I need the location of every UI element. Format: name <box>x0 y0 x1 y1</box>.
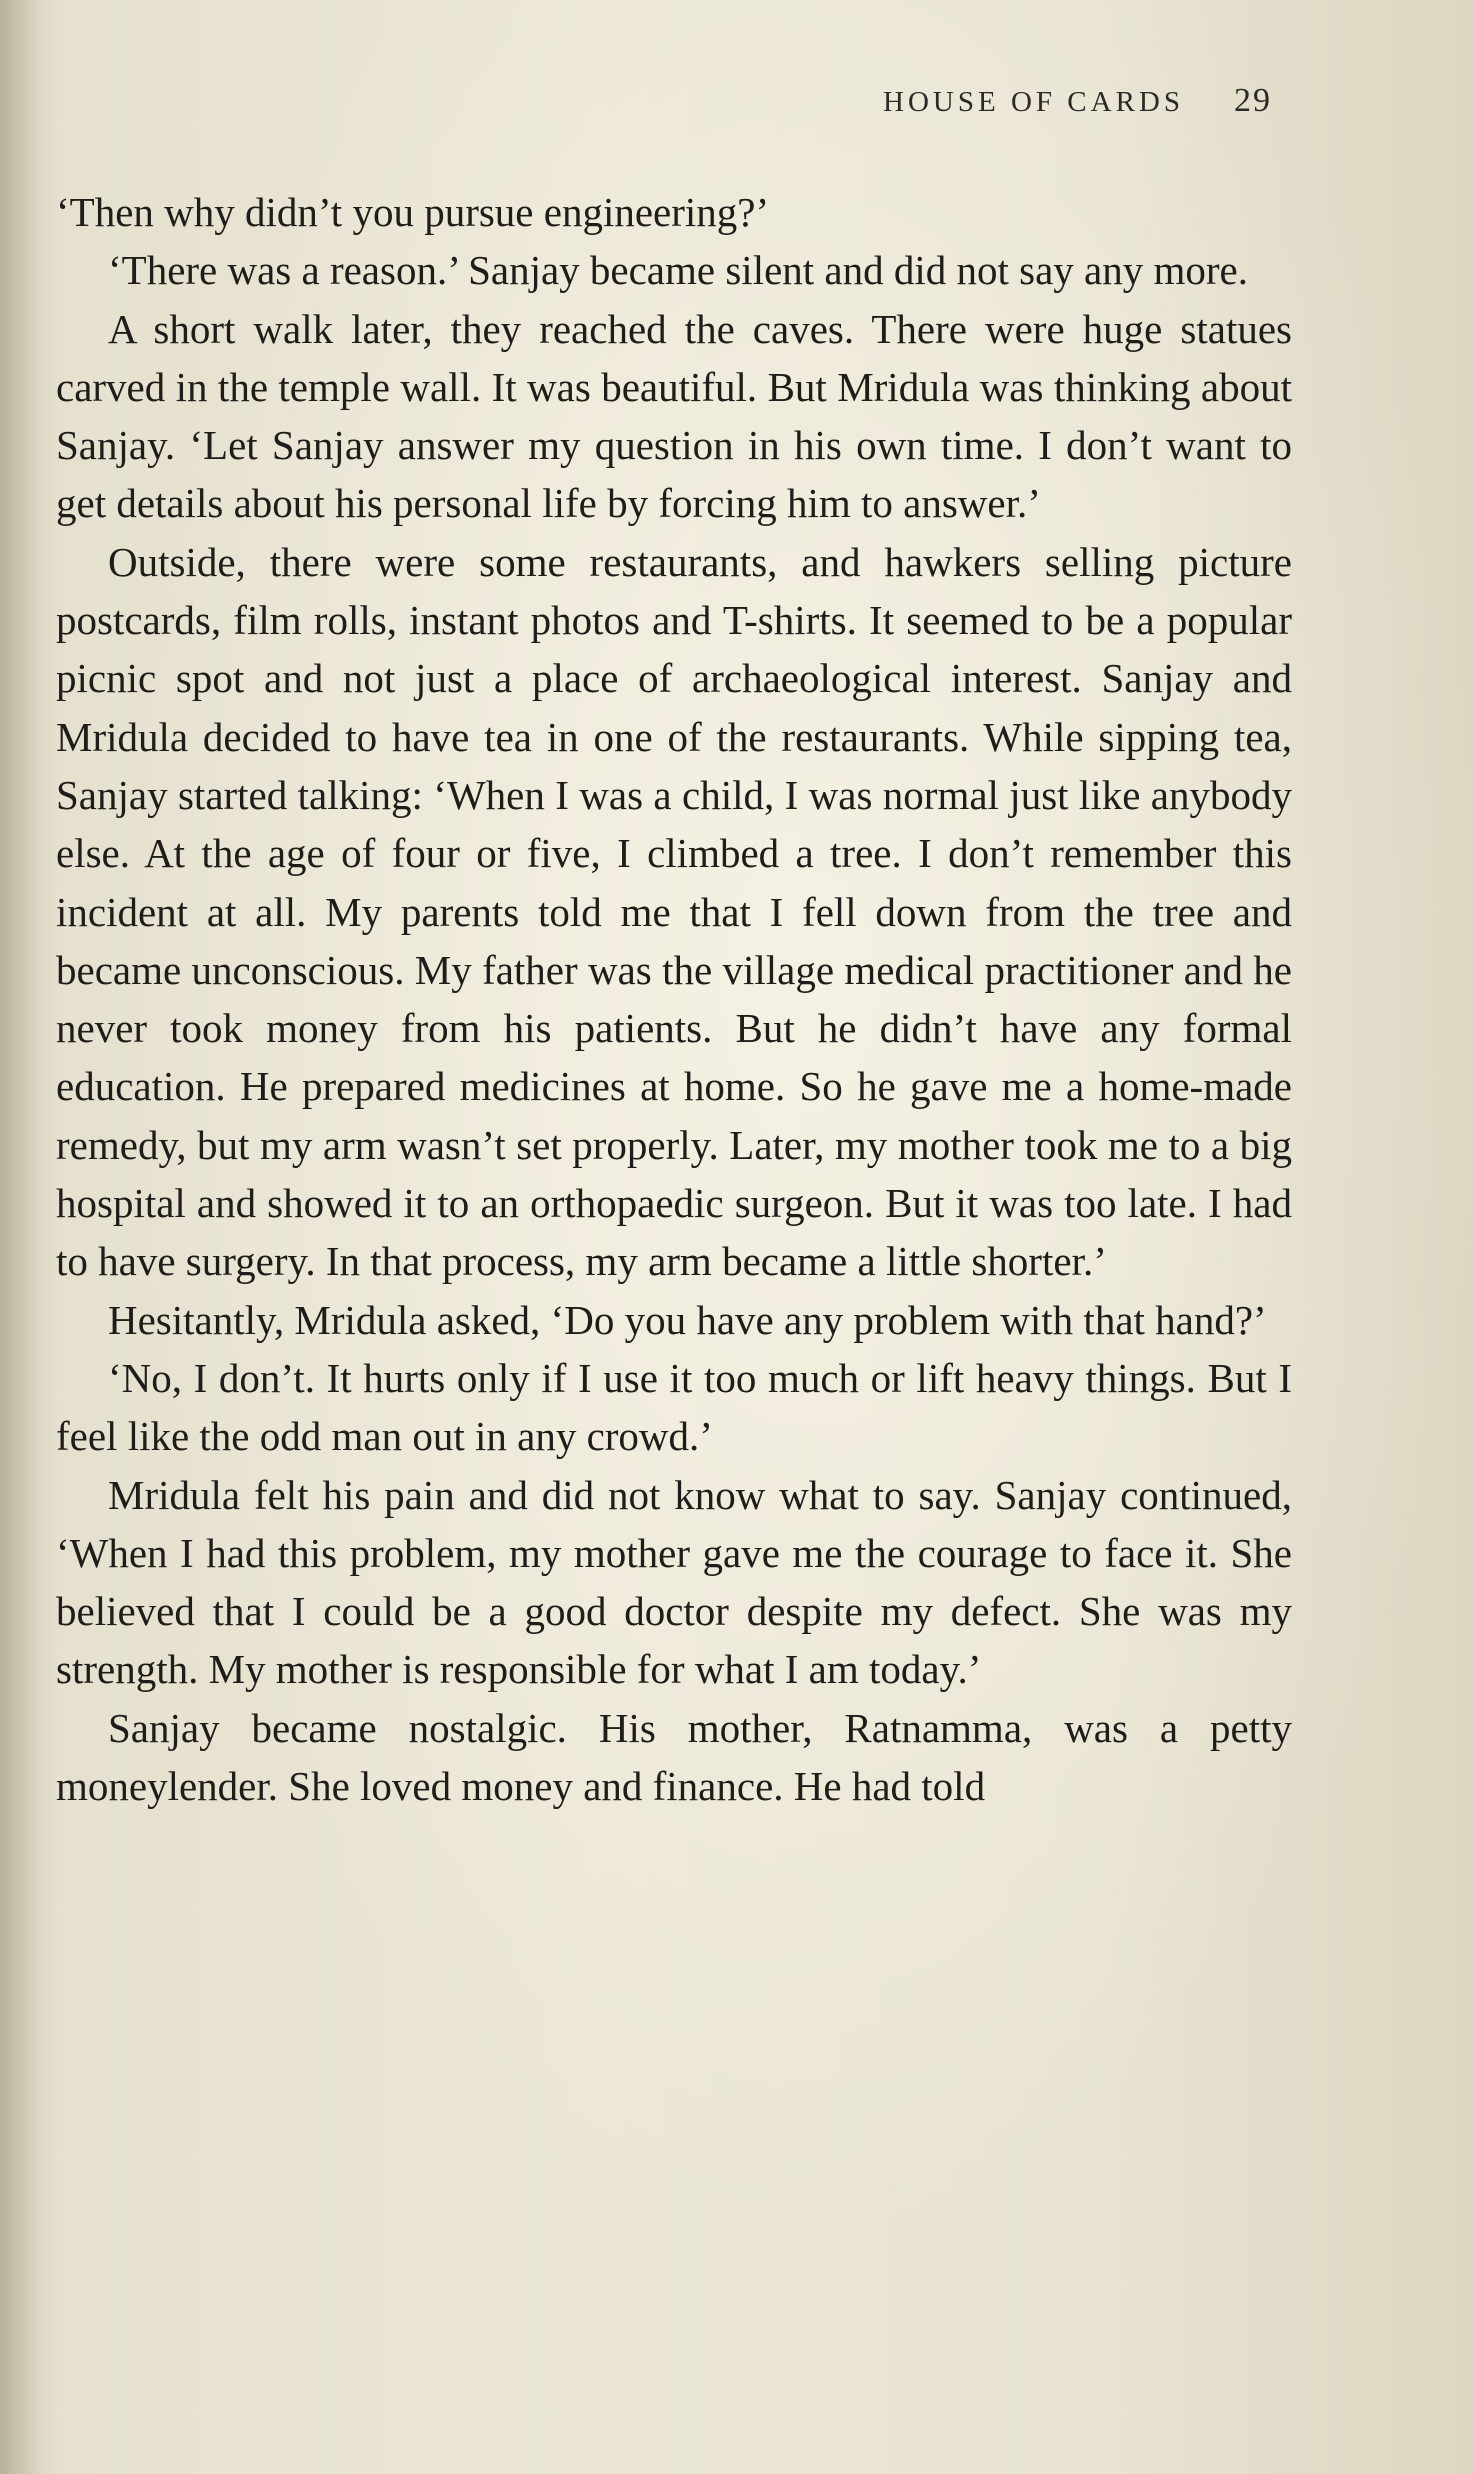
paragraph: ‘There was a reason.’ Sanjay became silent and did not say any more. <box>108 247 1248 294</box>
body-text <box>56 183 1292 1815</box>
paragraph: ‘Then why didn’t you pursue engineering?’ <box>56 189 770 235</box>
spine-shadow <box>0 0 40 2474</box>
paragraph: A short walk later, they reached the caves. There were huge statues carved in the temple wall. It was beautiful. But Mridula was thinking about Sanjay. ‘Let Sanjay answer my question in his own time. I don’t want to get details about his personal life by forcing him to answer.’ <box>56 305 1292 527</box>
running-head <box>883 82 1272 120</box>
paragraph: Sanjay became nostalgic. His mother, Ratnamma, was a petty moneylender. She loved money and finance. He had told <box>56 1704 1292 1810</box>
paragraph: ‘No, I don’t. It hurts only if I use it too much or lift heavy things. But I feel like the odd man out in any crowd.’ <box>56 1354 1292 1460</box>
paragraph: Mridula felt his pain and did not know what to say. Sanjay continued, ‘When I had this problem, my mother gave me the courage to face it. She believed that I could be a good doctor despite my defect. She was my strength. My mother is responsible for what I am today.’ <box>56 1471 1292 1693</box>
paragraph: Hesitantly, Mridula asked, ‘Do you have any problem with that hand?’ <box>108 1296 1267 1343</box>
running-title: HOUSE OF CARDS <box>883 86 1184 118</box>
page-number: 29 <box>1234 82 1272 119</box>
paragraph: Outside, there were some restaurants, and hawkers selling picture postcards, film rolls, instant photos and T-shirts. It seemed to be a popular picnic spot and not just a place of archaeological interest. Sanjay and Mridula decided to have tea in one of the restaurants. While sipping tea, Sanjay started talking: ‘When I was a child, I was normal just like anybody else. At the age of four or five, I climbed a tree. I don’t remember this incident at all. My parents told me that I fell down from the tree and became unconscious. My father was the village medical practitioner and he never took money from his patients. But he didn’t have any formal education. He prepared medicines at home. So he gave me a home-made remedy, but my arm wasn’t set properly. Later, my mother took me to a big hospital and showed it to an orthopaedic surgeon. But it was too late. I had to have surgery. In that process, my arm became a little shorter.’ <box>56 538 1292 1285</box>
